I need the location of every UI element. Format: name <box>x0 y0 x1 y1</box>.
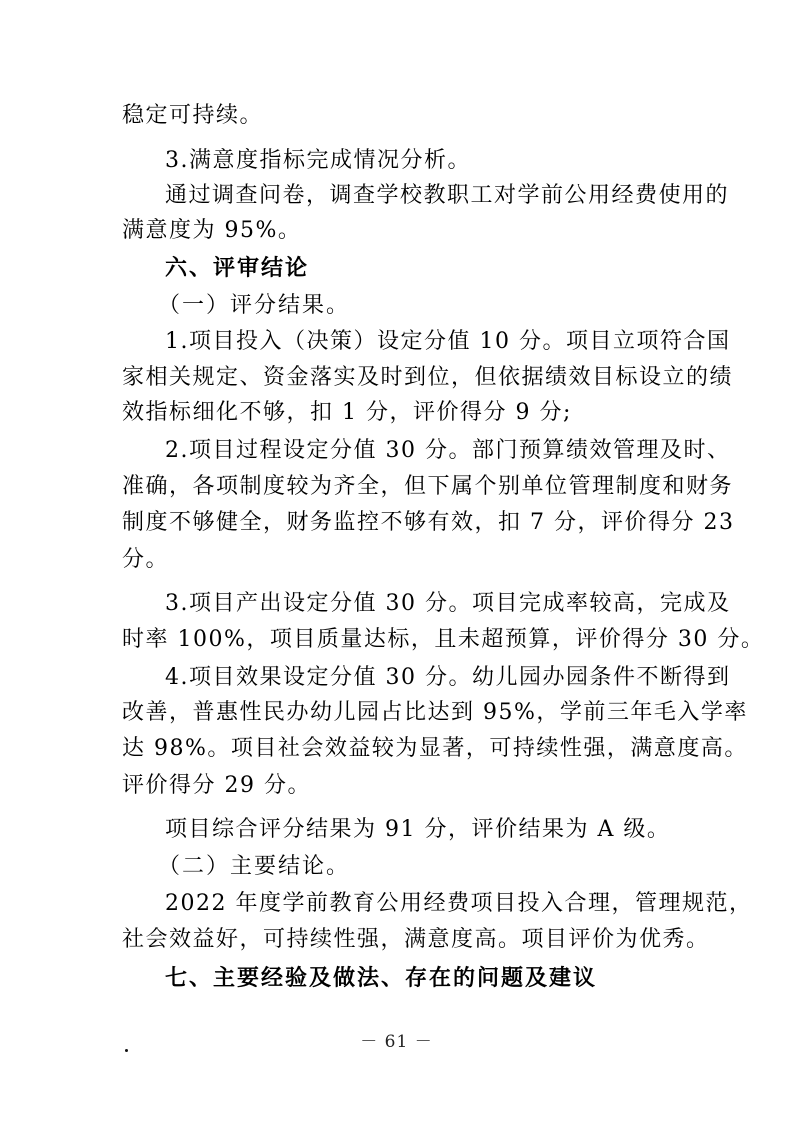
paragraph-line: 评价得分 29 分。 <box>122 773 311 798</box>
paragraph-line: 1.项目投入（决策）设定分值 10 分。项目立项符合国 <box>165 329 731 354</box>
paragraph-line: 2022 年度学前教育公用经费项目投入合理，管理规范， <box>165 891 753 916</box>
paragraph-line: 制度不够健全，财务监控不够有效，扣 7 分，评价得分 23 <box>122 510 735 535</box>
paragraph-line: 达 98%。项目社会效益较为显著，可持续性强，满意度高。 <box>122 736 748 761</box>
paragraph-line: 社会效益好，可持续性强，满意度高。项目评价为优秀。 <box>122 927 710 952</box>
paragraph-line: 准确，各项制度较为齐全，但下属个别单位管理制度和财务 <box>122 474 734 499</box>
paragraph-line: 4.项目效果设定分值 30 分。幼儿园办园条件不断得到 <box>165 665 731 690</box>
section-heading: 七、主要经验及做法、存在的问题及建议 <box>165 966 598 991</box>
section-heading: 六、评审结论 <box>165 256 310 281</box>
subsection-heading: （二）主要结论。 <box>158 854 351 879</box>
subsection-heading: （一）评分结果。 <box>158 293 351 318</box>
paragraph-line: 通过调查问卷，调查学校教职工对学前公用经费使用的 <box>165 183 730 208</box>
subsection-heading: 3.满意度指标完成情况分析。 <box>165 148 471 173</box>
paragraph-line: 3.项目产出设定分值 30 分。项目完成率较高，完成及 <box>165 591 731 616</box>
paragraph-line: 分。 <box>122 547 170 572</box>
dot-mark <box>125 1049 128 1052</box>
page-number: － 61 － <box>360 1032 433 1052</box>
paragraph-line: 满意度为 95%。 <box>122 218 302 243</box>
paragraph-line: 效指标细化不够，扣 1 分，评价得分 9 分; <box>122 400 572 425</box>
paragraph-line: 项目综合评分结果为 91 分，评价结果为 A 级。 <box>165 817 671 842</box>
paragraph-line: 改善，普惠性民办幼儿园占比达到 95%，学前三年毛入学率 <box>122 700 748 725</box>
paragraph-line: 时率 100%，项目质量达标，且未超预算，评价得分 30 分。 <box>122 627 765 652</box>
paragraph-line: 家相关规定、资金落实及时到位，但依据绩效目标设立的绩 <box>122 365 734 390</box>
paragraph-line: 2.项目过程设定分值 30 分。部门预算绩效管理及时、 <box>165 438 731 463</box>
paragraph-line: 稳定可持续。 <box>122 103 264 128</box>
